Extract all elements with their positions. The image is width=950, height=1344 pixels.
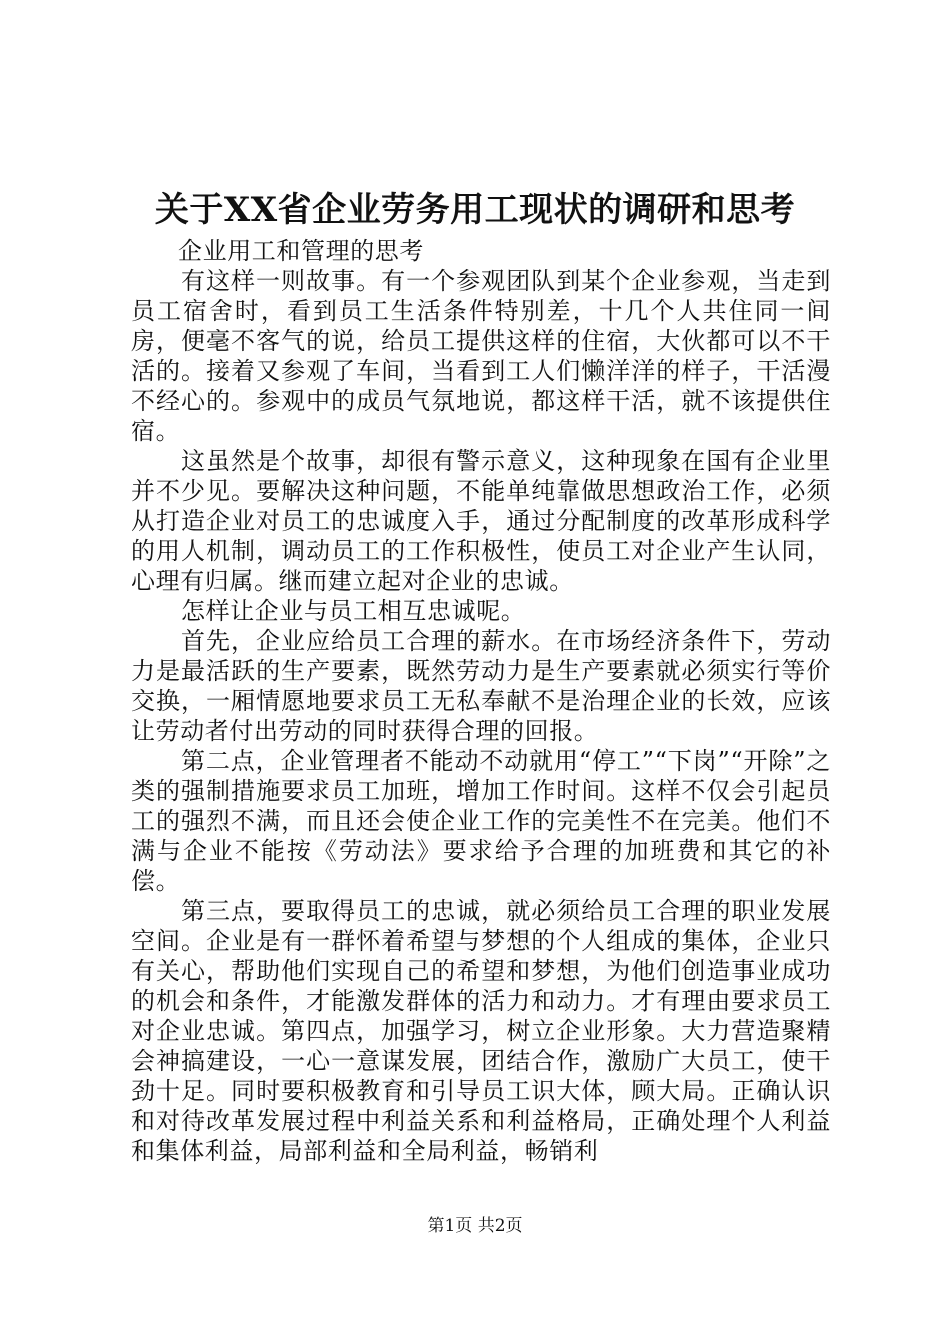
paragraph-question: 怎样让企业与员工相互忠诚呢。 [181,597,526,625]
page-footer: 第1页 共2页 [427,1216,523,1236]
paragraph-story: 有这样一则故事。有一个参观团队到某个企业参观，当走到员工宿舍时，看到员工生活条件特别差，十几个人共住同一间房，便毫不客气的说，给员工提供这样的住宿，大伙都可以不干活的。接着又参观了车间，当看到工人们懒洋洋的样子，干活漫不经心的。参观中的成员气氛地说，都这样干活，就不该提供住宿。 [131,267,831,445]
paragraph-third-point: 第三点，要取得员工的忠诚，就必须给员工合理的职业发展空间。企业是有一群怀着希望与梦想的个人组成的集体，企业只有关心，帮助他们实现自己的希望和梦想，为他们创造事业成功的机会和条件，才能激发群体的活力和动力。才有理由要求员工对企业忠诚。第四点，加强学习，树立企业形象。大力营造聚精会神搞建设，一心一意谋发展，团结合作，激励广大员工，使干劲十足。同时要积极教育和引导员工识大体，顾大局。正确认识和对待改革发展过程中利益关系和利益格局，正确处理个人利益和集体利益，局部利益和全局利益，畅销利 [131,897,831,1165]
section-subheading: 企业用工和管理的思考 [178,237,424,265]
paragraph-warning: 这虽然是个故事，却很有警示意义，这种现象在国有企业里并不少见。要解决这种问题，不能单纯靠做思想政治工作，必须从打造企业对员工的忠诚度入手，通过分配制度的改革形成科学的用人机制，调动员工的工作积极性，使员工对企业产生认同，心理有归属。继而建立起对企业的忠诚。 [131,447,831,595]
paragraph-second-point: 第二点，企业管理者不能动不动就用“停工”“下岗”“开除”之类的强制措施要求员工加班，增加工作时间。这样不仅会引起员工的强烈不满，而且还会使企业工作的完美性不在完美。他们不满与企业不能按《劳动法》要求给予合理的加班费和其它的补偿。 [131,747,831,895]
paragraph-first-point: 首先，企业应给员工合理的薪水。在市场经济条件下，劳动力是最活跃的生产要素，既然劳动力是生产要素就必须实行等价交换，一厢情愿地要求员工无私奉献不是治理企业的长效，应该让劳动者付出劳动的同时获得合理的回报。 [131,627,831,745]
document-body [131,236,831,1166]
document-title: 关于XX省企业劳务用工现状的调研和思考 [154,190,796,230]
